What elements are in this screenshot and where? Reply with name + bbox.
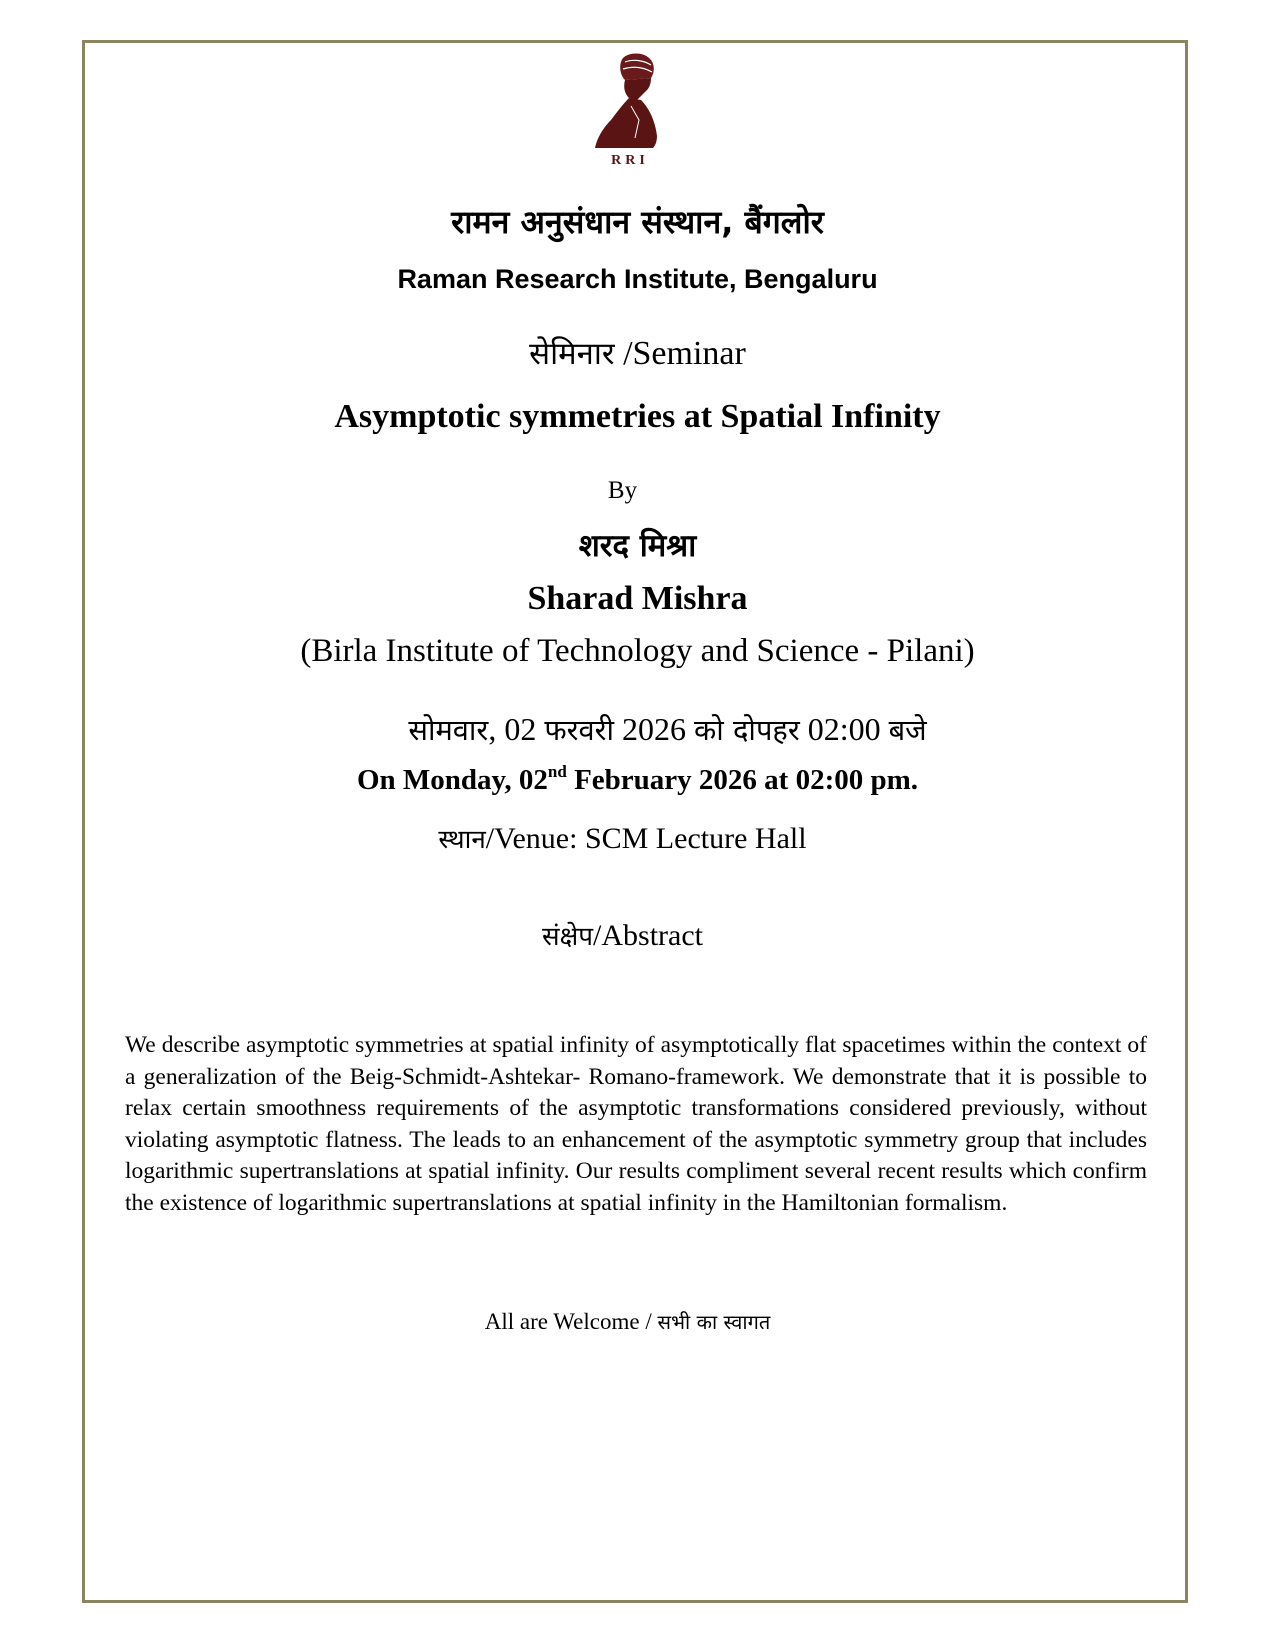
date-hindi — [30, 710, 1275, 749]
seminar-label-english: /Seminar — [623, 335, 746, 372]
abstract-heading-hindi: संक्षेप — [542, 922, 594, 952]
abstract-text: We describe asymptotic symmetries at spatial infinity of asymptotically flat spacetimes within the context of a generalization of the Beig-Schmidt-Ashtekar- Romano-framework. We demonstrate that it is possible to relax certain smoothness requirements of the asymptotic transformations considered previously, without violating asymptotic flatness. The leads to an enhancement of the asymptotic symmetry group that includes logarithmic supertranslations at spatial infinity. Our results compliment several recent results which confirm the existence of logarithmic supertranslations at spatial infinity in the Hamiltonian formalism. — [125, 1032, 1147, 1216]
portrait-silhouette-icon — [595, 54, 657, 149]
seminar-label-hindi: सेमिनार — [529, 336, 615, 372]
talk-title: Asymptotic symmetries at Spatial Infinity — [334, 398, 941, 435]
welcome-english: All are Welcome / — [484, 1309, 658, 1334]
speaker-name-english: Sharad Mishra — [527, 580, 748, 617]
date-hindi-date: , 02 — [488, 711, 545, 747]
speaker-affiliation: (Birla Institute of Technology and Science - Pilani) — [300, 633, 975, 669]
venue-label-hindi: स्थान — [438, 825, 486, 855]
date-hindi-time: 02:00 — [799, 711, 889, 747]
date-english-post: February 2026 at 02:00 pm. — [566, 764, 919, 796]
date-english — [0, 764, 1275, 797]
date-hindi-month: फरवरी — [544, 713, 615, 747]
date-hindi-year: 2026 — [614, 711, 695, 747]
abstract-heading-english: /Abstract — [593, 919, 703, 952]
welcome-note — [0, 1308, 1265, 1335]
welcome-hindi: सभी का स्वागत — [657, 1310, 771, 1334]
abstract-heading — [0, 917, 1260, 953]
by-label: By — [607, 477, 638, 504]
venue-english: /Venue: SCM Lecture Hall — [485, 822, 807, 855]
date-hindi-oclock: बजे — [888, 713, 927, 747]
date-english-suffix: nd — [547, 762, 567, 781]
speaker-name-hindi: शरद मिश्रा — [578, 528, 697, 564]
rri-logo — [585, 50, 675, 168]
institute-name-hindi: रामन अनुसंधान संस्थान, बैंगलोर — [451, 203, 824, 241]
logo-text: RRI — [611, 153, 649, 168]
venue — [0, 820, 1260, 856]
date-english-pre: On Monday, 02 — [356, 764, 548, 796]
date-hindi-day: सोमवार — [408, 713, 489, 747]
seminar-label — [0, 332, 1275, 374]
date-hindi-at: को दोपहर — [694, 713, 800, 747]
institute-name-english: Raman Research Institute, Bengaluru — [397, 264, 878, 294]
